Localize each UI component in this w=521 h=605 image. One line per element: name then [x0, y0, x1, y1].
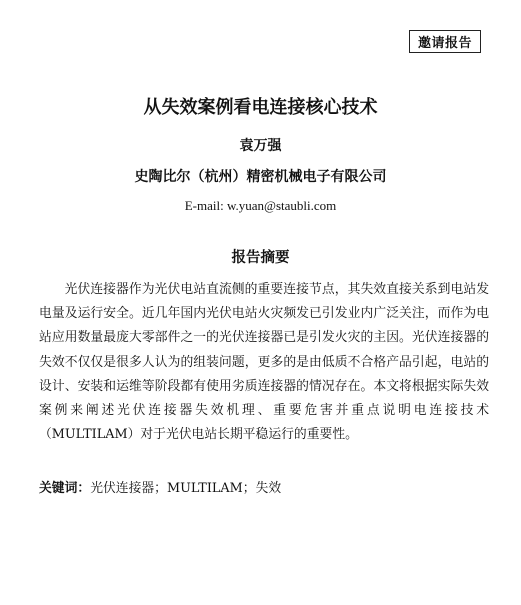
abstract-body: 光伏连接器作为光伏电站直流侧的重要连接节点，其失效直接关系到电站发电量及运行安全。近几年国内光伏电站火灾频发已引发业内广泛关注，而作为电站应用数量最庞大零部件之一的光伏连接器已是引发火灾的主因。光伏连接器的失效不仅仅是很多人认为的组装问题，更多的是由低质不合格产品引起，电站的设计、安装和运维等阶段都有使用劣质连接器的情况存在。本文将根据实际失效案例来阐述光伏连接器失效机理、重要危害并重点说明电连接技术（MULTILAM）对于光伏电站长期平稳运行的重要性。	[39, 282, 489, 443]
abstract-heading: 报告摘要	[231, 250, 290, 266]
keywords-value: 光伏连接器；MULTILAM；失效	[90, 481, 282, 496]
author-email: E-mail: w.yuan@staubli.com	[184, 198, 337, 213]
keywords-line	[39, 479, 489, 499]
keywords-label: 关键词：	[39, 481, 91, 496]
paper-title: 从失效案例看电连接核心技术	[143, 97, 378, 118]
author-affiliation: 史陶比尔（杭州）精密机械电子有限公司	[134, 169, 387, 185]
invited-report-badge: 邀请报告	[409, 30, 481, 53]
author-name: 袁万强	[239, 138, 282, 154]
